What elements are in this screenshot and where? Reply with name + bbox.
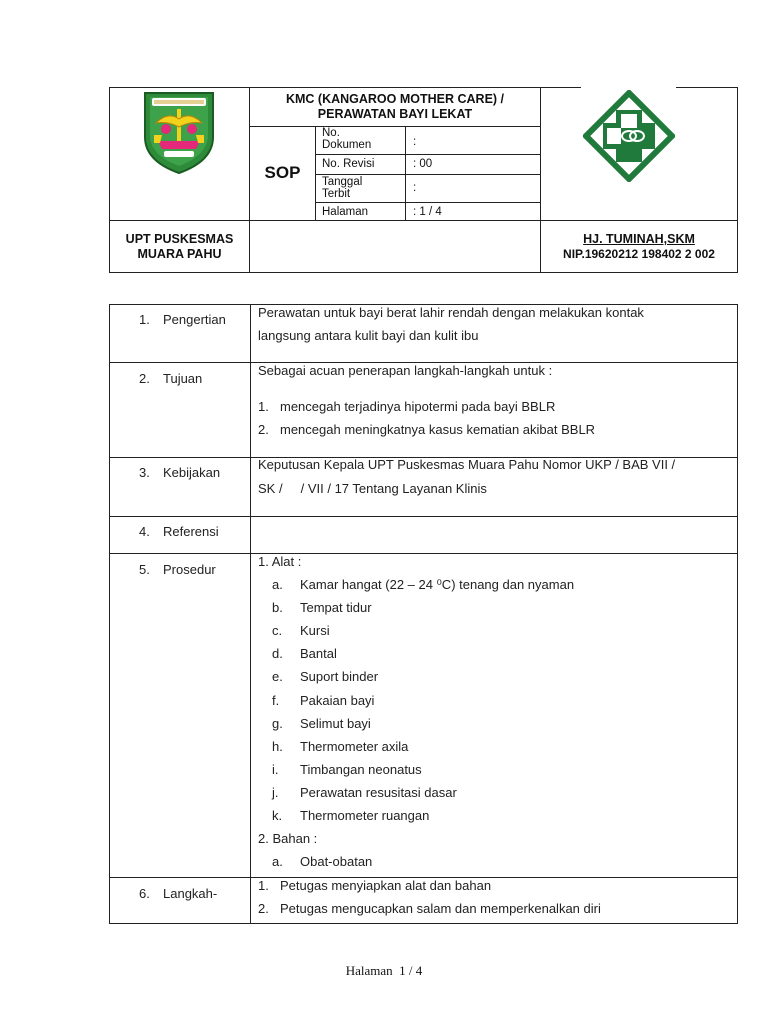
alat-item: Thermometer axila (300, 738, 409, 754)
alat-item: Suport binder (300, 669, 379, 685)
meta-label-halaman: Halaman (322, 206, 369, 218)
tujuan-intro: Sebagai acuan penerapan langkah-langkah untuk : (258, 363, 553, 378)
bahan-item-letter: a. (272, 854, 283, 869)
signer-nip: NIP.19620212 198402 2 002 (563, 247, 715, 261)
section-3-label: Kebijakan (163, 465, 221, 480)
pengertian-line1: Perawatan untuk bayi berat lahir rendah dengan melakukan kontak (258, 305, 644, 320)
kebijakan-line2: SK / / VII / 17 Tentang Layanan Klinis (258, 481, 487, 496)
meta-value-tanggal: : (413, 182, 417, 194)
org-name-line2: MUARA PAHU (137, 247, 222, 261)
sop-label: SOP (264, 163, 301, 182)
page-footer (0, 963, 768, 979)
alat-item-letter: c. (272, 623, 283, 639)
alat-heading: 1. Alat : (258, 554, 302, 569)
alat-item-letter: j. (272, 784, 279, 800)
section-5-label: Prosedur (163, 562, 216, 577)
alat-item-letter: f. (272, 692, 280, 708)
section-4-number: 4. (139, 524, 150, 539)
langkah-item-number: 1. (258, 878, 269, 893)
section-6-label: Langkah- (163, 886, 218, 901)
org-name-line1: UPT PUSKESMAS (125, 232, 234, 246)
pengertian-line2: langsung antara kulit bayi dan kulit ibu (258, 328, 479, 343)
meta-label-dokumen: No. Dokumen (322, 127, 372, 151)
langkah-item-number: 2. (258, 901, 269, 916)
alat-item: Thermometer ruangan (300, 808, 430, 823)
alat-item-letter: b. (272, 600, 283, 616)
tujuan-item: mencegah meningkatnya kasus kematian akibat BBLR (280, 422, 596, 437)
footer-page-number: 1 / 4 (399, 963, 423, 978)
puskesmas-logo (583, 90, 675, 182)
kebijakan-line1: Keputusan Kepala UPT Puskesmas Muara Pahu Nomor UKP / BAB VII / (258, 457, 676, 472)
meta-label-tanggal: Tanggal Terbit (322, 176, 363, 200)
alat-item-letter: i. (272, 761, 279, 777)
bahan-heading: 2. Bahan : (258, 831, 318, 846)
alat-item-letter: g. (272, 715, 283, 731)
meta-value-revisi: : 00 (413, 158, 433, 170)
alat-item: Tempat tidur (300, 600, 372, 616)
signer-name: HJ. TUMINAH,SKM (583, 232, 695, 246)
section-2-label: Tujuan (163, 371, 203, 386)
kutai-barat-logo (140, 89, 218, 175)
footer-label: Halaman (345, 963, 393, 978)
section-4-label: Referensi (163, 524, 219, 539)
section-5-number: 5. (139, 562, 150, 577)
section-3-number: 3. (139, 465, 150, 480)
meta-label-revisi: No. Revisi (322, 158, 375, 170)
alat-item: Selimut bayi (300, 715, 371, 731)
tujuan-item: mencegah terjadinya hipotermi pada bayi BBLR (280, 399, 556, 414)
tujuan-item-number: 1. (258, 399, 269, 414)
alat-item: Pakaian bayi (300, 692, 375, 708)
section-2-number: 2. (139, 371, 150, 386)
section-1-number: 1. (139, 312, 150, 327)
langkah-item: Petugas mengucapkan salam dan memperkenalkan diri (280, 901, 601, 916)
section-6-number: 6. (139, 886, 150, 901)
meta-value-halaman: : 1 / 4 (413, 206, 442, 218)
alat-item-letter: e. (272, 669, 283, 685)
document-title-line2: PERAWATAN BAYI LEKAT (317, 107, 473, 121)
tujuan-item-number: 2. (258, 422, 269, 437)
alat-item: Kursi (300, 623, 330, 639)
alat-item: Bantal (300, 646, 337, 662)
alat-item: Perawatan resusitasi dasar (300, 784, 457, 800)
alat-item: Kamar hangat (22 – 24 ⁰C) tenang dan nyaman (300, 577, 575, 592)
alat-item-letter: d. (272, 646, 283, 662)
section-1-label: Pengertian (163, 312, 226, 327)
bahan-item: Obat-obatan (300, 854, 373, 869)
langkah-item: Petugas menyiapkan alat dan bahan (280, 878, 492, 893)
alat-item-letter: a. (272, 577, 283, 592)
document-title-line1: KMC (KANGAROO MOTHER CARE) / (285, 92, 505, 106)
alat-item-letter: k. (272, 808, 283, 823)
alat-item-letter: h. (272, 738, 283, 754)
alat-item: Timbangan neonatus (300, 761, 422, 777)
meta-value-dokumen: : (413, 136, 417, 148)
